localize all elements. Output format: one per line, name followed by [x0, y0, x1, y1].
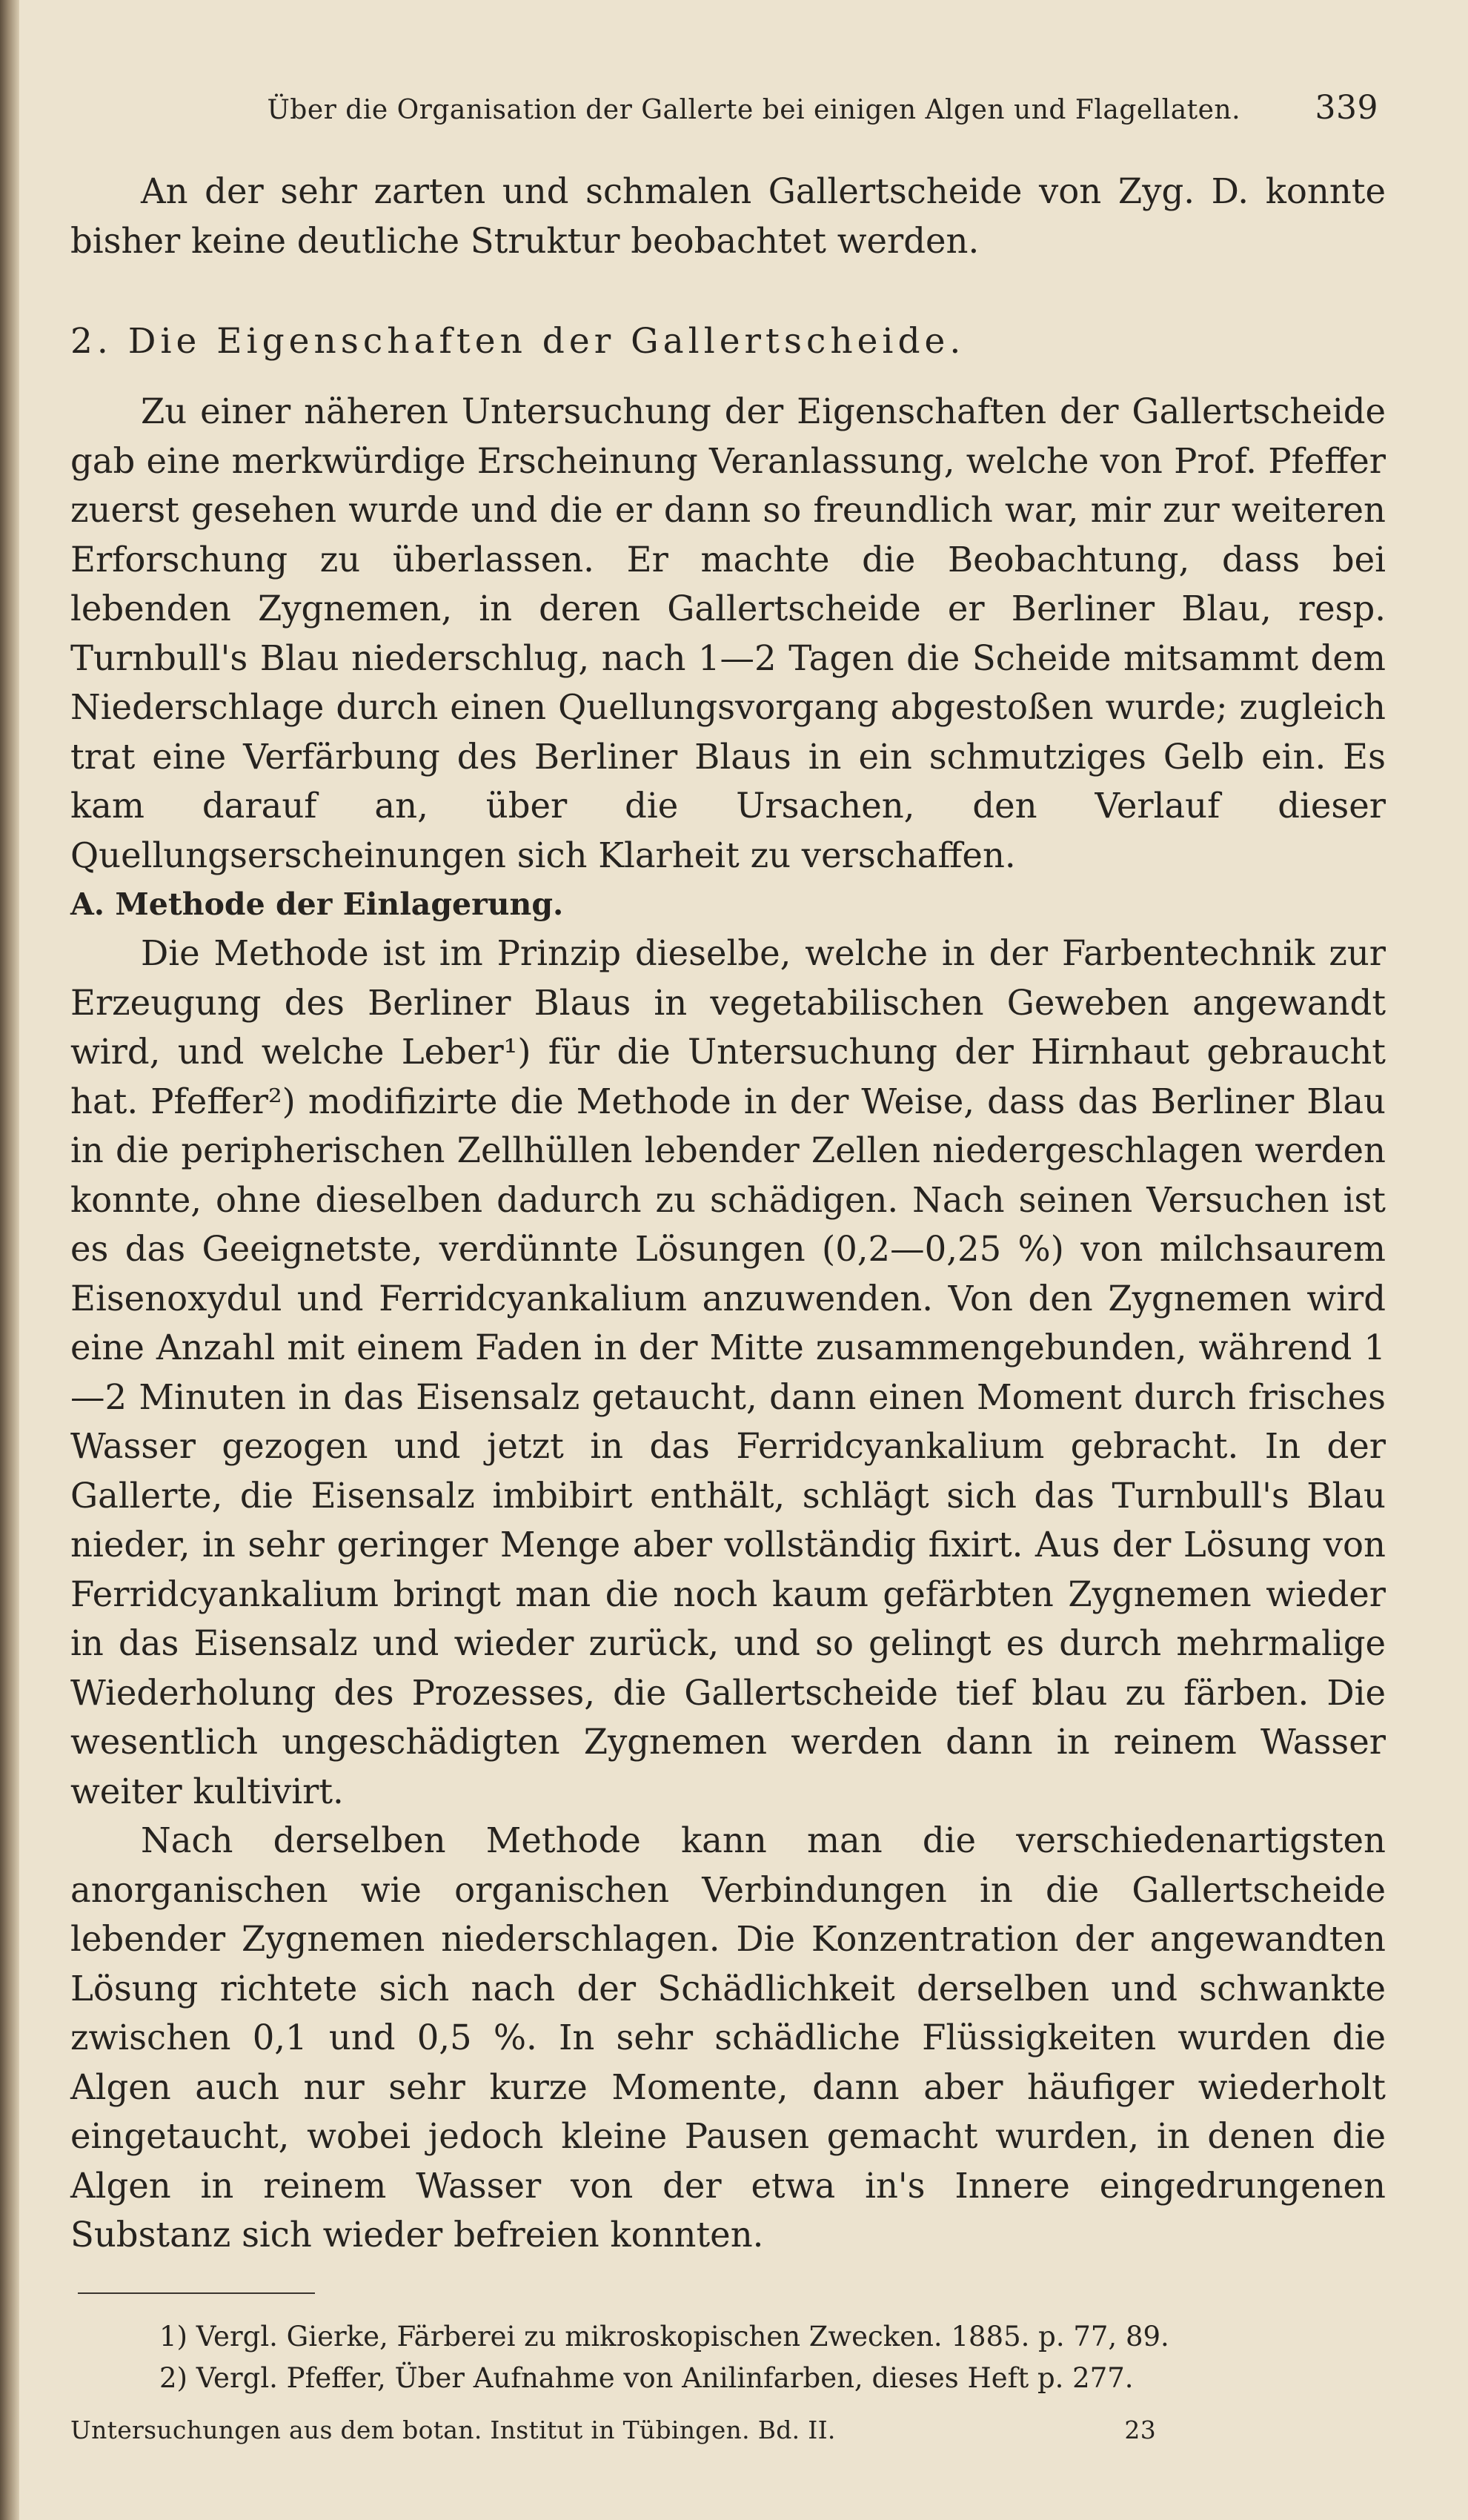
page-number: 339: [1315, 89, 1378, 127]
footnote-divider: [78, 2292, 315, 2294]
running-head: [70, 89, 1386, 127]
book-page: [70, 89, 1386, 2444]
body-text: [70, 167, 1386, 2260]
footnote: 2) Vergl. Pfeffer, Über Aufnahme von Anilinfarben, dieses Heft p. 277.: [159, 2361, 1134, 2394]
page-footer: [70, 2415, 1386, 2444]
footnote: 1) Vergl. Gierke, Färberei zu mikroskopischen Zwecken. 1885. p. 77, 89.: [159, 2320, 1169, 2352]
section-heading: 2. Die Eigenschaften der Gallertscheide.: [70, 321, 966, 362]
paragraph: Zu einer näheren Untersuchung der Eigenschaften der Gallertscheide gab eine merkwürdige Erscheinung Veranlassung, welche von Prof. Pfeffer zuerst gesehen wurde und die er dann so freundlich war, mir zur weiteren Erforschung zu überlassen. Er machte die Beobachtung, dass bei lebenden Zygnemen, in deren Gallertscheide er Berliner Blau, resp. Turnbull's Blau niederschlug, nach 1—2 Tagen die Scheide mitsammt dem Niederschlage durch einen Quellungsvorgang abgestoßen wurde; zugleich trat eine Verfärbung des Berliner Blaus in ein schmutziges Gelb ein. Es kam darauf an, über die Ursachen, den Verlauf dieser Quellungserscheinungen sich Klarheit zu verschaffen.: [70, 391, 1386, 875]
footnotes: [70, 2316, 1386, 2399]
paragraph: Die Methode ist im Prinzip dieselbe, welche in der Farbentechnik zur Erzeugung des Berliner Blaus in vegetabilischen Geweben angewandt wird, und welche Leber¹) für die Untersuchung der Hirnhaut gebraucht hat. Pfeffer²) modifizirte die Methode in der Weise, dass das Berliner Blau in die peripherischen Zellhüllen lebender Zellen niedergeschlagen werden konnte, ohne dieselben dadurch zu schädigen. Nach seinen Versuchen ist es das Geeignetste, verdünnte Lösungen (0,2—0,25 %) von milchsaurem Eisenoxydul und Ferridcyankalium anzuwenden. Von den Zygnemen wird eine Anzahl mit einem Faden in der Mitte zusammengebunden, während 1—2 Minuten in das Eisensalz getaucht, dann einen Moment durch frisches Wasser gezogen und jetzt in das Ferridcyankalium gebracht. In der Gallerte, die Eisensalz imbibirt enthält, schlägt sich das Turnbull's Blau nieder, in sehr geringer Menge aber vollständig fixirt. Aus der Lösung von Ferridcyankalium bringt man die noch kaum gefärbten Zygnemen wieder in das Eisensalz und wieder zurück, und so gelingt es durch mehrmalige Wiederholung des Prozesses, die Gallertscheide tief blau zu färben. Die wesentlich ungeschädigten Zygnemen werden dann in reinem Wasser weiter kultivirt.: [70, 933, 1386, 1811]
series-title: Untersuchungen aus dem botan. Institut in Tübingen. Bd. II.: [70, 2415, 836, 2444]
subsection-heading: A. Methode der Einlagerung.: [70, 886, 564, 922]
signature-mark: 23: [1124, 2415, 1156, 2444]
book-binding-edge: [0, 0, 19, 2520]
paragraph: An der sehr zarten und schmalen Gallertscheide von Zyg. D. konnte bisher keine deutliche Struktur beobachtet werden.: [70, 171, 1386, 261]
running-title: Über die Organisation der Gallerte bei einigen Algen und Flagellaten.: [267, 95, 1241, 125]
paragraph: Nach derselben Methode kann man die verschiedenartigsten anorganischen wie organischen Verbindungen in die Gallertscheide lebender Zygnemen niederschlagen. Die Konzentration der angewandten Lösung richtete sich nach der Schädlichkeit derselben und schwankte zwischen 0,1 und 0,5 %. In sehr schädliche Flüssigkeiten wurden die Algen auch nur sehr kurze Momente, dann aber häufiger wiederholt eingetaucht, wobei jedoch kleine Pausen gemacht wurden, in denen die Algen in reinem Wasser von der etwa in's Innere eingedrungenen Substanz sich wieder befreien konnten.: [70, 1820, 1386, 2255]
